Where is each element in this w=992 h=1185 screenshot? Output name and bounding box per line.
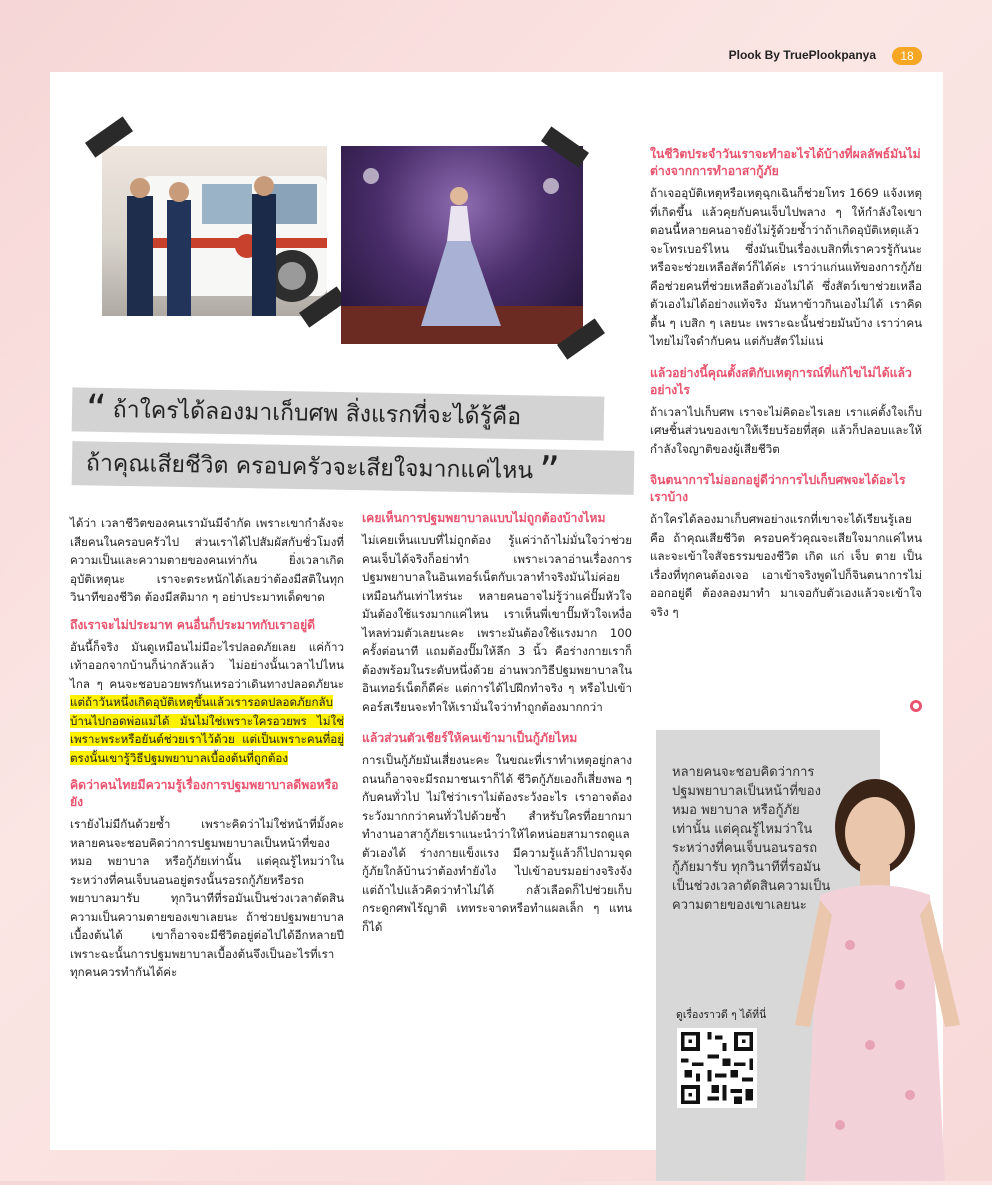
photo-stage-performer — [341, 146, 583, 344]
paragraph: ถ้าเจออุบัติเหตุหรือเหตุฉุกเฉินก็ช่วยโทร 1669 แจ้งเหตุที่เกิดขึ้น แล้วคุยกับคนเจ็บไปพลาง ๆ ให้กำลังใจเขา ตอนนี้หลายคนอาจยังไม่รู้ด้วยซ้ำว่าถ้าเกิดอุบัติเหตุแล้วจะโทรเบอร์ไหน ซึ่งมันเป็นเรื่องเบสิกที่เราควรรู้กันนะ หรือจะช่วยเหลือสัตว์ก็ได้ค่ะ เราว่าแก่นแท้ของการกู้ภัยคือช่วยคนที่ช่วยเหลือตัวเองไม่ได้ ซึ่งสัตว์เขาช่วยเหลือตัวเองไม่ได้อย่างแท้จริง มันหาข้าวกินเองไม่ได้ เราคิดตื้น ๆ เบสิก ๆ เลยนะ เพราะฉะนั้นช่วยมันบ้าง เราว่าคนไทยไม่ใจดำกับคน แต่กับสัตว์ไม่แน่ — [650, 186, 922, 348]
end-mark-icon: ● — [910, 700, 922, 712]
section-heading: แล้วอย่างนี้คุณตั้งสติกับเหตุการณ์ที่แก้ไขไม่ได้แล้วอย่างไร — [650, 365, 912, 397]
pull-quote-line-1: “ ถ้าใครได้ลองมาเก็บศพ สิ่งแรกที่จะได้รู้คือ — [72, 387, 605, 440]
section-heading: เคยเห็นการปฐมพยาบาลแบบไม่ถูกต้องบ้างไหม — [362, 511, 606, 525]
paragraph: ถ้าเวลาไปเก็บศพ เราจะไม่คิดอะไรเลย เราแค่ตั้งใจเก็บเศษชิ้นส่วนของเขาให้เรียบร้อยที่สุด แล้วก็ปลอบและให้กำลังใจญาติของผู้เสียชีวิต — [650, 404, 922, 456]
page-number-badge: 18 — [892, 47, 922, 65]
section-heading: ในชีวิตประจำวันเราจะทำอะไรได้บ้างที่ผลลัพธ์มันไม่ต่างจากการทำอาสากู้ภัย — [650, 147, 921, 178]
section-heading: คิดว่าคนไทยมีความรู้เรื่องการปฐมพยาบาลดีพอหรือยัง — [70, 778, 339, 809]
paragraph: อันนี้ก็จริง มันดูเหมือนไม่มีอะไรปลอดภัยเลย แค่ก้าวเท้าออกจากบ้านก็น่ากลัวแล้ว ไม่อย่างนั้นเวลาไปไหนไกล ๆ คนจะชอบอวยพรกันเหรอว่าเดินทางปลอดภัยนะ แต่ถ้าวันหนึ่งเกิดอุบัติเหตุขึ้นแล้วเรารอดปลอดภัยกลับบ้านไปกอดพ่อแม่ได้ มันไม่ใช่เพราะใครอวยพร ไม่ใช่เพราะพระหรือยันต์ช่วยเราไว้ด้วย แต่เป็นเพราะคนที่อยู่ตรงนั้นเขารู้วิธีปฐมพยาบาลเบื้องต้นที่ถูกต้อง — [70, 639, 344, 765]
paragraph: ถ้าใครได้ลองมาเก็บศพอย่างแรกที่เขาจะได้เรียนรู้เลยคือ ถ้าคุณเสียชีวิต ครอบครัวคุณจะเสียใจมากแค่ไหน และจะเข้าใจสัจธรรมของชีวิต เกิด แก่ เจ็บ ตาย เป็นเรื่องที่ทุกคนต้องเจอ เอาเข้าจริงพูดไปก็จินตนาการไม่ออกอยู่ดี ต้องลองมาทำ มาเจอกับตัวเองแล้วจะเข้าใจจริง ๆ — [650, 512, 922, 619]
highlighted-text: แต่ถ้าวันหนึ่งเกิดอุบัติเหตุขึ้นแล้วเรารอดปลอดภัยกลับบ้านไปกอดพ่อแม่ได้ มันไม่ใช่เพราะใครอวยพร ไม่ใช่เพราะพระหรือยันต์ช่วยเราไว้ด้วย แต่เป็นเพราะคนที่อยู่ตรงนั้นเขารู้วิธีปฐมพยาบาลเบื้องต้นที่ถูกต้อง — [70, 695, 344, 765]
qr-label: ดูเรื่องราวดี ๆ ได้ที่นี่ — [676, 1009, 767, 1021]
article-column-2 — [362, 510, 632, 942]
paragraph: ได้ว่า เวลาชีวิตของคนเรามันมีจำกัด เพราะเขากำลังจะเสียคนในครอบครัวไป ส่วนเราได้ไปสัมผัสกับชั่วโมงที่ความเป็นและความตายของคนเท่ากัน ยิ่งเวลาเกิดอุบัติเหตุนะ เราจะตระหนักได้เลยว่าต้องมีสติในทุกวินาทีของชีวิต ต้องมีสติมาก ๆ อย่าประมาทเด็ดขาด — [70, 516, 344, 604]
photo-rescue-team — [102, 146, 327, 316]
article-column-3 — [650, 146, 922, 627]
section-heading: ถึงเราจะไม่ประมาท คนอื่นก็ประมาทกับเราอยู่ดี — [70, 617, 316, 632]
paragraph: การเป็นกู้ภัยมันเสี่ยงนะคะ ในขณะที่เราทำเหตุอยู่กลางถนนก็อาจจะมีรถมาชนเราก็ได้ ชีวิตกู้ภัยเองก็เสี่ยงพอ ๆ กับคนทั่วไป ไม่ใช่ว่าเราไม่ต้องระวังอะไร เราอาจต้องระวังมากกว่าคนทั่วไปด้วยซ้ำ สำหรับใครที่อยากมาทำงานอาสากู้ภัยเราแนะนำว่าให้ไดหน่อยสามารถดูแลตัวเองได้ ร่างกายแข็งแรง มีความรู้แล้วก็ไปถามจุดกู้ภัยใกล้บ้านว่าต้องทำยังไง ไปเข้าอบรมอย่างจริงจัง แต่ถ้าไปแล้วคิดว่าทำไม่ได้ กลัวเลือดก็ไปช่วยเก็บกระดูกศพไร้ญาติ เททระจาดหรือทำแผลเล็ก ๆ แทนก็ได้ — [362, 753, 632, 934]
sidebar-quote: หลายคนจะชอบคิดว่าการปฐมพยาบาลเป็นหน้าที่ของหมอ พยาบาล หรือกู้ภัยเท่านั้น แต่คุณรู้ไหมว่าในระหว่างที่คนเจ็บนอนรอรถกู้ภัยมารับ ทุกวินาทีที่รอมันเป็นช่วงเวลาตัดสินความเป็นความตายของเขาเลยนะ — [672, 765, 831, 913]
pull-quote-line-2: ถ้าคุณเสียชีวิต ครอบครัวจะเสียใจมากแค่ไหน ” — [72, 441, 635, 495]
section-heading: แล้วส่วนตัวเชียร์ให้คนเข้ามาเป็นกู้ภัยไหม — [362, 731, 578, 745]
section-heading: จินตนาการไม่ออกอยู่ดีว่าการไปเก็บศพจะได้อะไรเราบ้าง — [650, 473, 906, 504]
qr-code-icon[interactable] — [677, 1028, 757, 1108]
paragraph: ไม่เคยเห็นแบบที่ไม่ถูกต้อง รู้แค่ว่าถ้าไม่มั่นใจว่าช่วยคนเจ็บได้จริงก็อย่าทำ เพราะเวลาอ่านเรื่องการปฐมพยาบาลในอินเทอร์เน็ตกับเวลาทำจริงมันไม่ค่อยเหมือนกันเท่าไหร่นะ หลายคนอาจไม่รู้ว่าแค่ปั๊มหัวใจ มันต้องใช้แรงมากแค่ไหน เราเห็นพี่เขาปั๊มหัวใจเหงื่อไหลท่วมตัวเลยนะคะ เพราะมันต้องใช้แรงมาก 100 ครั้งต่อนาที แถมต้องปั๊มให้ลึก 3 นิ้ว คือร่างกายเราก็ต้องพร้อมในระดับหนึ่งด้วย อ่านพวกวิธีปฐมพยาบาลในอินเทอร์เน็ตก็ดีค่ะ แต่การได้ไปฝึกทำจริง ๆ หรือไปเข้าคอร์สเรียนจะทำให้เรามั่นใจว่าทำถูกต้องมากกว่า — [362, 533, 632, 714]
brand-name: Plook By TruePlookpanya — [728, 48, 876, 62]
article-column-1 — [70, 514, 344, 988]
paragraph: เรายังไม่มีกันด้วยซ้ำ เพราะคิดว่าไม่ใช่หน้าที่มั้งคะ หลายคนจะชอบคิดว่าการปฐมพยาบาลเป็นหน้าที่ของหมอ พยาบาล หรือกู้ภัยเท่านั้น แต่คุณรู้ไหมว่าในระหว่างที่คนเจ็บนอนอยู่ตรงนั้นรอรถกู้ภัยหรือรถพยาบาลมารับ ทุกวินาทีที่รอมันเป็นช่วงเวลาตัดสินความเป็นความตายของเขาเลยนะ ถ้าช่วยปฐมพยาบาลเบื้องต้นได้ เขาก็อาจจะมีชีวิตอยู่ต่อไปได้อีกหลายปี เพราะฉะนั้นการปฐมพยาบาลเบื้องต้นจึงเป็นอะไรที่เราทุกคนควรทำกันได้ค่ะ — [70, 817, 344, 979]
